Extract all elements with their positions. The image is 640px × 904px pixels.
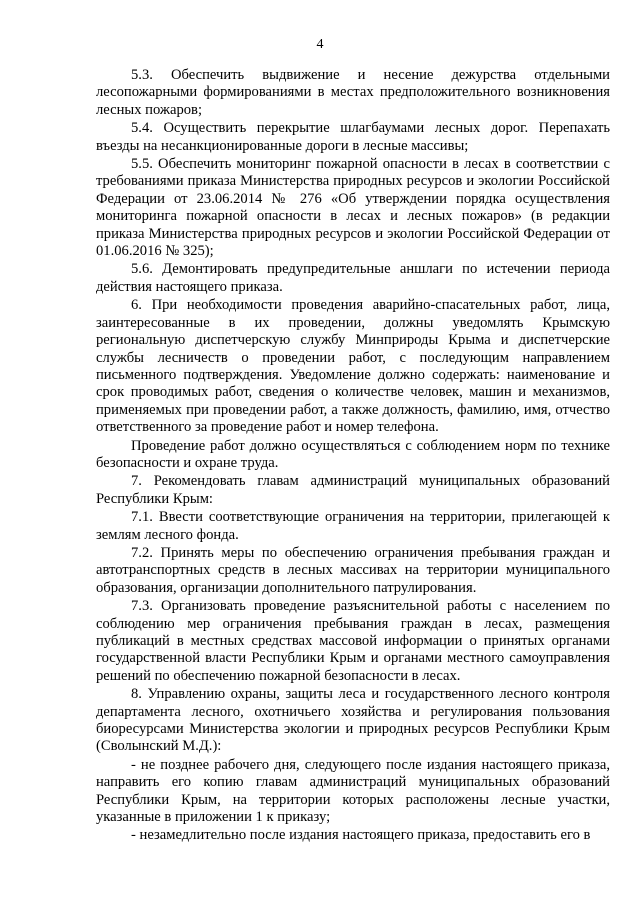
paragraph-6: 6. При необходимости проведения аварийно-спасательных работ, лица, заинтересованные в их проведении, должны уведомлять Крымскую региональную диспетчерскую службу Минприроды Крыма и диспетчерские службы лесничеств о проведении работ, с последующим направлением письменного подтверждения. Уведомление должно содержать: наименование и срок проводимых работ, сведения о количестве человек, машин и механизмов, применяемых при проведении работ, а также должность, фамилию, имя, отчество ответственного за проведение работ и номер телефона. bbox=[96, 297, 610, 436]
paragraph-5-3: 5.3. Обеспечить выдвижение и несение дежурства отдельными лесопожарными формированиями в местах предположительного возникновения лесных пожаров; bbox=[96, 67, 610, 118]
paragraph-8: 8. Управлению охраны, защиты леса и государственного лесного контроля департамента лесного, охотничьего хозяйства и регулирования пользования биоресурсами Министерства экологии и природных ресурсов Республики Крым (Сволынский М.Д.): bbox=[96, 686, 610, 755]
paragraph-7-1: 7.1. Ввести соответствующие ограничения на территории, прилегающей к землям лесного фонда. bbox=[96, 509, 610, 543]
document-body bbox=[96, 67, 610, 845]
paragraph-5-5: 5.5. Обеспечить мониторинг пожарной опасности в лесах в соответствии с требованиями приказа Министерства природных ресурсов и экологии Российской Федерации от 23.06.2014 № 276 «Об утверждении порядка осуществления мониторинга пожарной опасности в лесах и лесных пожаров» (в редакции приказа Министерства природных ресурсов и экологии Российской Федерации от 01.06.2016 № 325); bbox=[96, 156, 610, 260]
paragraph-7-3: 7.3. Организовать проведение разъяснительной работы с населением по соблюдению мер ограничения пребывания граждан в лесах, размещения публикаций в местных средствах массовой информации о принятых органами государственной власти Республики Крым и органами местного самоуправления решений по обеспечению пожарной безопасности в лесах. bbox=[96, 598, 610, 684]
paragraph-safety: Проведение работ должно осуществляться с соблюдением норм по технике безопасности и охране труда. bbox=[96, 437, 610, 471]
list-item-copy: - не позднее рабочего дня, следующего после издания настоящего приказа, направить его копию главам администраций муниципальных образований Республики Крым, на территории которых расположены лесные участки, указанные в приложении 1 к приказу; bbox=[96, 756, 610, 826]
paragraph-7: 7. Рекомендовать главам администраций муниципальных образований Республики Крым: bbox=[96, 473, 610, 507]
paragraph-5-4: 5.4. Осуществить перекрытие шлагбаумами лесных дорог. Перепахать въезды на несанкционированные дороги в лесные массивы; bbox=[96, 120, 610, 154]
list-item-provide: - незамедлительно после издания настоящего приказа, предоставить его в bbox=[131, 827, 591, 844]
page-number: 4 bbox=[316, 37, 324, 52]
paragraph-5-6: 5.6. Демонтировать предупредительные аншлаги по истечении периода действия настоящего приказа. bbox=[96, 261, 610, 295]
paragraph-7-2: 7.2. Принять меры по обеспечению ограничения пребывания граждан и автотранспортных средств в лесных массивах на территории муниципального образования, организации дополнительного патрулирования. bbox=[96, 544, 610, 596]
